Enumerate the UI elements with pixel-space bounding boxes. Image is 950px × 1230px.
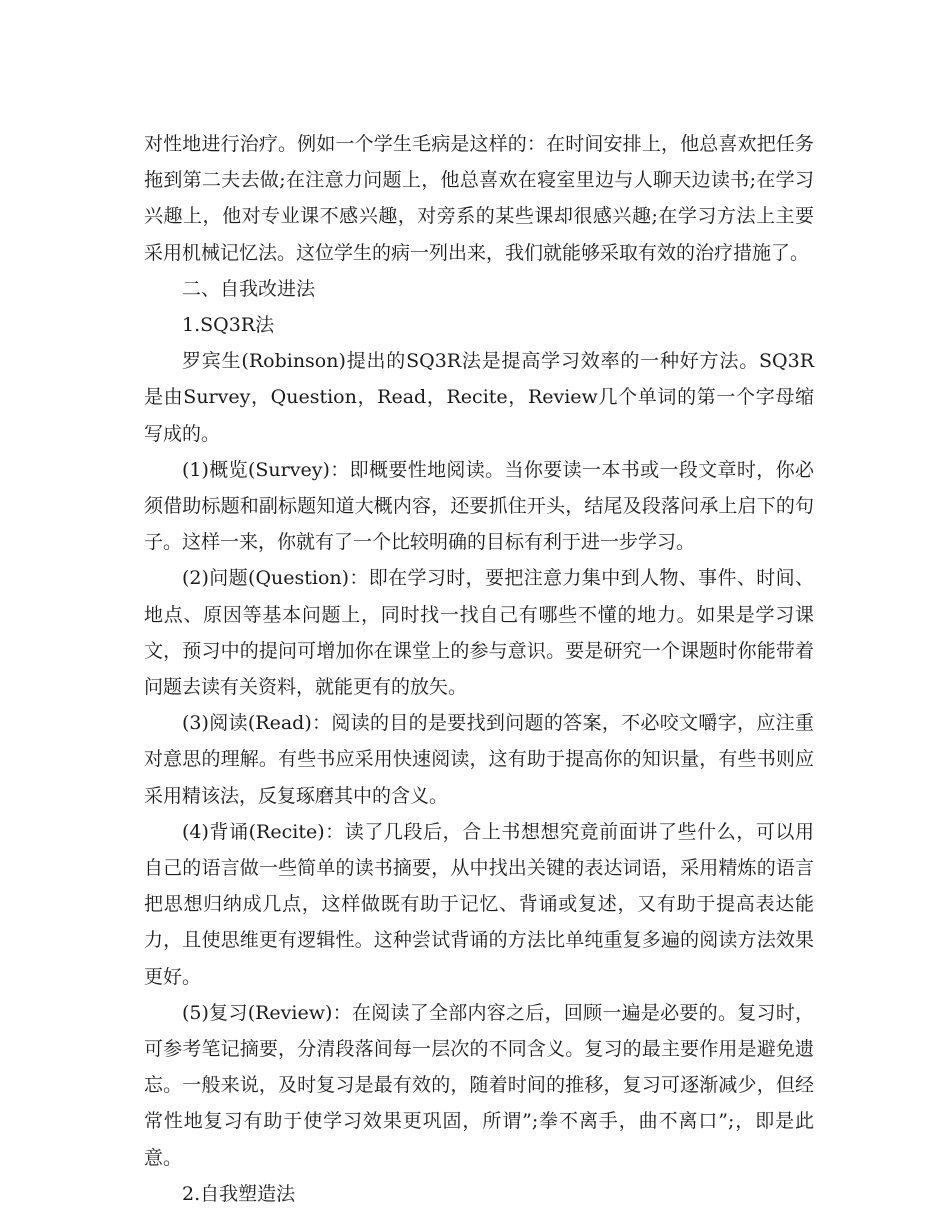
paragraph-sq3r-intro: 罗宾生(Robinson)提出的SQ3R法是提高学习效率的一种好方法。SQ3R是由Survey，Question，Read，Recite，Review几个单词的第一个字母缩写成的。 — [144, 350, 814, 445]
paragraph-read: (3)阅读(Read)：阅读的目的是要找到问题的答案，不必咬文嚼字，应注重对意思的理解。有些书应采用快速阅读，这有助于提高你的知识量，有些书则应采用精该法，反复琢磨其中的含义。 — [144, 712, 814, 807]
subsection-heading-self-shaping: 2.自我塑造法 — [182, 1182, 296, 1205]
section-heading-self-improvement: 二、自我改进法 — [182, 277, 316, 300]
paragraph-survey: (1)概览(Survey)：即概要性地阅读。当你要读一本书或一段文章时，你必须借助标题和副标题知道大概内容，还要抓住开头，结尾及段落问承上启下的句子。这样一来，你就有了一个比较明确的目标有利于进一步学习。 — [144, 458, 814, 554]
paragraph-recite: (4)背诵(Recite)：读了几段后，合上书想想究竟前面讲了些什么，可以用自己的语言做一些简单的读书摘要，从中找出关键的表达词语，采用精炼的语言把思想归纳成几点，这样做既有助于记忆、背诵或复述，又有助于提高表达能力，且使思维更有逻辑性。这种尝试背诵的方法比单纯重复多遍的阅读方法效果更好。 — [144, 820, 814, 988]
paragraph-treatment-example: 对性地进行治疗。例如一个学生毛病是这样的：在时间安排上，他总喜欢把任务拖到第二夫去做;在注意力问题上，他总喜欢在寝室里边与人聊天边读书;在学习兴趣上，他对专业课不感兴趣，对旁系的某些课却很感兴趣;在学习方法上主要采用机械记忆法。这位学生的病一列出来，我们就能够采取有效的治疗措施了。 — [144, 133, 814, 264]
document-body — [144, 126, 814, 1212]
paragraph-question: (2)问题(Question)：即在学习时，要把注意力集中到人物、事件、时间、地点、原因等基本问题上，同时找一找自己有哪些不懂的地力。如果是学习课文，预习中的提问可增加你在课堂上的参与意识。要是研究一个课题时你能带着问题去读有关资料，就能更有的放矢。 — [144, 567, 814, 699]
paragraph-review: (5)复习(Review)：在阅读了全部内容之后，回顾一遍是必要的。复习时，可参考笔记摘要，分清段落间每一层次的不同含义。复习的最主要作用是避免遗忘。一般来说，及时复习是最有效的，随着时间的推移，复习可逐渐减少，但经常性地复习有助于使学习效果更巩固，所谓”;拳不离手，曲不离口”;，即是此意。 — [144, 1001, 814, 1169]
subsection-heading-sq3r: 1.SQ3R法 — [182, 314, 275, 337]
